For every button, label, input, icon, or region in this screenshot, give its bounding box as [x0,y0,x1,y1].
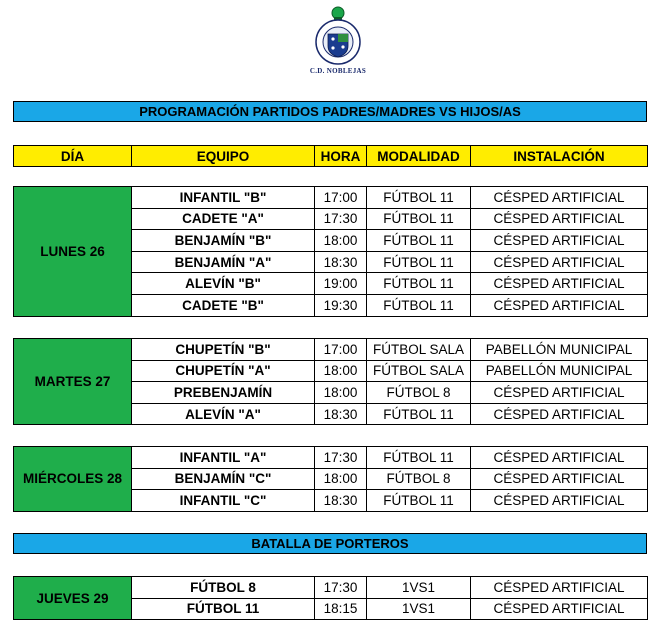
venue-cell: CÉSPED ARTIFICIAL [471,447,648,469]
time-cell: 18:00 [315,382,367,404]
venue-cell: CÉSPED ARTIFICIAL [471,294,648,316]
time-cell: 18:00 [315,230,367,252]
day-cell: MIÉRCOLES 28 [14,447,132,512]
time-cell: 17:00 [315,187,367,209]
time-cell: 17:30 [315,208,367,230]
club-logo [303,4,373,80]
mode-cell: FÚTBOL 11 [367,273,471,295]
mode-cell: FÚTBOL 8 [367,382,471,404]
header-modalidad: MODALIDAD [367,146,471,167]
header-instalacion: INSTALACIÓN [471,146,648,167]
team-cell: INFANTIL "B" [132,187,315,209]
logo-caption: C.D. NOBLEJAS [309,67,367,75]
venue-cell: CÉSPED ARTIFICIAL [471,598,648,620]
venue-cell: CÉSPED ARTIFICIAL [471,382,648,404]
time-cell: 18:30 [315,251,367,273]
team-cell: CHUPETÍN "A" [132,360,315,382]
time-cell: 18:15 [315,598,367,620]
venue-cell: CÉSPED ARTIFICIAL [471,577,648,599]
day-table-martes [13,338,648,425]
team-cell: PREBENJAMÍN [132,382,315,404]
mode-cell: FÚTBOL 11 [367,187,471,209]
mode-cell: FÚTBOL 11 [367,447,471,469]
day-table-lunes [13,186,648,317]
team-cell: CADETE "B" [132,294,315,316]
day-cell: LUNES 26 [14,187,132,317]
header-equipo: EQUIPO [132,146,315,167]
team-cell: CADETE "A" [132,208,315,230]
venue-cell: PABELLÓN MUNICIPAL [471,339,648,361]
schedule-title: PROGRAMACIÓN PARTIDOS PADRES/MADRES VS HIJOS/AS [13,101,647,122]
mode-cell: FÚTBOL 11 [367,251,471,273]
team-cell: INFANTIL "A" [132,447,315,469]
team-cell: INFANTIL "C" [132,490,315,512]
mode-cell: FÚTBOL 8 [367,468,471,490]
time-cell: 17:00 [315,339,367,361]
time-cell: 18:00 [315,468,367,490]
table-row [14,577,648,599]
team-cell: FÚTBOL 11 [132,598,315,620]
team-cell: BENJAMÍN "C" [132,468,315,490]
venue-cell: CÉSPED ARTIFICIAL [471,490,648,512]
mode-cell: 1VS1 [367,577,471,599]
table-row [14,447,648,469]
venue-cell: CÉSPED ARTIFICIAL [471,187,648,209]
team-cell: CHUPETÍN "B" [132,339,315,361]
mode-cell: FÚTBOL SALA [367,339,471,361]
mode-cell: FÚTBOL 11 [367,208,471,230]
day-table-jueves [13,576,648,620]
club-crest-icon [310,4,366,66]
venue-cell: PABELLÓN MUNICIPAL [471,360,648,382]
mode-cell: FÚTBOL 11 [367,490,471,512]
porteros-title: BATALLA DE PORTEROS [13,533,647,554]
header-table [13,145,648,167]
header-hora: HORA [315,146,367,167]
time-cell: 17:30 [315,447,367,469]
venue-cell: CÉSPED ARTIFICIAL [471,208,648,230]
venue-cell: CÉSPED ARTIFICIAL [471,468,648,490]
venue-cell: CÉSPED ARTIFICIAL [471,273,648,295]
day-table-miercoles [13,446,648,512]
time-cell: 18:30 [315,403,367,425]
time-cell: 19:30 [315,294,367,316]
team-cell: BENJAMÍN "A" [132,251,315,273]
mode-cell: FÚTBOL 11 [367,403,471,425]
venue-cell: CÉSPED ARTIFICIAL [471,230,648,252]
team-cell: FÚTBOL 8 [132,577,315,599]
team-cell: BENJAMÍN "B" [132,230,315,252]
time-cell: 18:30 [315,490,367,512]
mode-cell: FÚTBOL 11 [367,294,471,316]
day-cell: JUEVES 29 [14,577,132,620]
table-row [14,339,648,361]
mode-cell: 1VS1 [367,598,471,620]
venue-cell: CÉSPED ARTIFICIAL [471,251,648,273]
day-cell: MARTES 27 [14,339,132,425]
venue-cell: CÉSPED ARTIFICIAL [471,403,648,425]
time-cell: 17:30 [315,577,367,599]
time-cell: 19:00 [315,273,367,295]
team-cell: ALEVÍN "A" [132,403,315,425]
team-cell: ALEVÍN "B" [132,273,315,295]
table-row [14,187,648,209]
time-cell: 18:00 [315,360,367,382]
header-dia: DÍA [14,146,132,167]
mode-cell: FÚTBOL SALA [367,360,471,382]
mode-cell: FÚTBOL 11 [367,230,471,252]
header-row [14,146,648,167]
